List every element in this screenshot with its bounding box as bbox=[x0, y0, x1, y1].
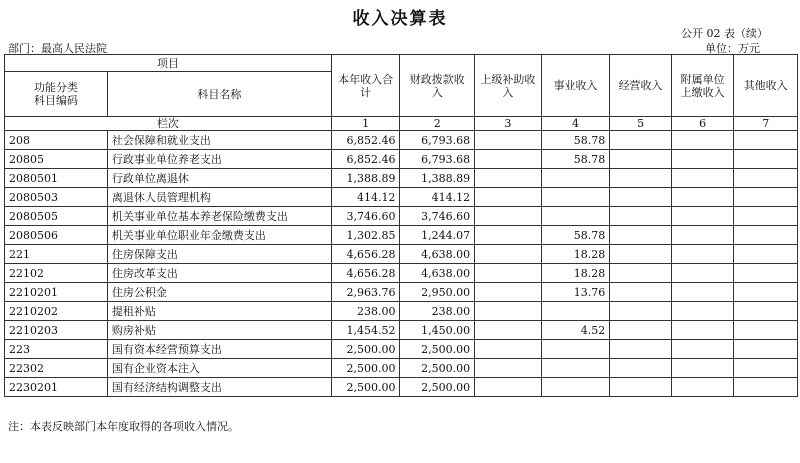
value-cell bbox=[610, 169, 672, 188]
column-number: 3 bbox=[475, 117, 542, 131]
subject-code: 223 bbox=[5, 340, 108, 359]
value-cell: 18.28 bbox=[541, 245, 610, 264]
value-cell bbox=[734, 188, 798, 207]
value-cell: 2,500.00 bbox=[331, 340, 400, 359]
subject-code: 2080506 bbox=[5, 226, 108, 245]
value-cell bbox=[671, 150, 734, 169]
value-cell: 6,793.68 bbox=[400, 150, 475, 169]
value-cell: 3,746.60 bbox=[331, 207, 400, 226]
value-cell bbox=[610, 150, 672, 169]
value-cell: 414.12 bbox=[400, 188, 475, 207]
subject-code: 2080505 bbox=[5, 207, 108, 226]
value-cell bbox=[541, 188, 610, 207]
value-cell bbox=[610, 359, 672, 378]
value-cell bbox=[671, 264, 734, 283]
value-cell bbox=[541, 207, 610, 226]
value-cell bbox=[671, 302, 734, 321]
value-cell bbox=[541, 169, 610, 188]
value-cell: 4,656.28 bbox=[331, 245, 400, 264]
value-cell: 6,852.46 bbox=[331, 131, 400, 150]
report-title: 收入决算表 bbox=[352, 9, 448, 29]
value-cell bbox=[734, 131, 798, 150]
value-cell bbox=[734, 207, 798, 226]
footnote: 注：本表反映部门本年度取得的各项收入情况。 bbox=[8, 420, 239, 433]
value-cell bbox=[734, 302, 798, 321]
subject-name: 机关事业单位基本养老保险缴费支出 bbox=[107, 207, 331, 226]
value-cell bbox=[671, 321, 734, 340]
value-cell bbox=[671, 207, 734, 226]
form-number: 公开 02 表（续） bbox=[681, 27, 768, 40]
header-col-7: 其他收入 bbox=[734, 55, 798, 117]
value-cell: 1,450.00 bbox=[400, 321, 475, 340]
column-number: 2 bbox=[400, 117, 475, 131]
subject-name: 离退休人员管理机构 bbox=[107, 188, 331, 207]
table-body bbox=[5, 131, 798, 397]
value-cell bbox=[671, 245, 734, 264]
value-cell bbox=[734, 378, 798, 397]
header-subject-name: 科目名称 bbox=[107, 72, 331, 117]
value-cell: 2,963.76 bbox=[331, 283, 400, 302]
table-row bbox=[5, 264, 798, 283]
value-cell: 2,500.00 bbox=[400, 359, 475, 378]
table-row bbox=[5, 378, 798, 397]
value-cell: 1,244.07 bbox=[400, 226, 475, 245]
subject-name: 住房保障支出 bbox=[107, 245, 331, 264]
column-number: 6 bbox=[671, 117, 734, 131]
subject-name: 机关事业单位职业年金缴费支出 bbox=[107, 226, 331, 245]
value-cell: 6,793.68 bbox=[400, 131, 475, 150]
value-cell bbox=[475, 302, 542, 321]
value-cell bbox=[475, 264, 542, 283]
subject-code: 2080503 bbox=[5, 188, 108, 207]
value-cell: 238.00 bbox=[400, 302, 475, 321]
value-cell bbox=[671, 378, 734, 397]
header-col-4: 事业收入 bbox=[541, 55, 610, 117]
value-cell bbox=[610, 188, 672, 207]
value-cell: 2,500.00 bbox=[331, 359, 400, 378]
subject-name: 行政事业单位养老支出 bbox=[107, 150, 331, 169]
value-cell bbox=[734, 340, 798, 359]
value-cell bbox=[734, 150, 798, 169]
value-cell bbox=[671, 283, 734, 302]
header-col-3: 上级补助收入 bbox=[475, 55, 542, 117]
value-cell: 3,746.60 bbox=[400, 207, 475, 226]
table-row bbox=[5, 283, 798, 302]
value-cell bbox=[671, 188, 734, 207]
value-cell: 58.78 bbox=[541, 226, 610, 245]
table-row bbox=[5, 150, 798, 169]
subject-code: 2080501 bbox=[5, 169, 108, 188]
subject-code: 20805 bbox=[5, 150, 108, 169]
value-cell bbox=[541, 378, 610, 397]
table-row bbox=[5, 226, 798, 245]
table-row bbox=[5, 245, 798, 264]
subject-name: 购房补贴 bbox=[107, 321, 331, 340]
value-cell bbox=[475, 321, 542, 340]
header-func-code: 功能分类 科目编码 bbox=[5, 72, 108, 117]
value-cell: 2,950.00 bbox=[400, 283, 475, 302]
value-cell bbox=[734, 169, 798, 188]
table-row bbox=[5, 302, 798, 321]
header-row-label: 栏次 bbox=[5, 117, 332, 131]
income-table bbox=[4, 54, 798, 397]
value-cell bbox=[541, 340, 610, 359]
value-cell: 4,656.28 bbox=[331, 264, 400, 283]
value-cell bbox=[475, 131, 542, 150]
value-cell bbox=[541, 302, 610, 321]
value-cell: 1,388.89 bbox=[331, 169, 400, 188]
value-cell bbox=[671, 169, 734, 188]
value-cell bbox=[610, 321, 672, 340]
value-cell: 4,638.00 bbox=[400, 245, 475, 264]
value-cell bbox=[475, 150, 542, 169]
header-col-1: 本年收入合计 bbox=[331, 55, 400, 117]
value-cell bbox=[734, 245, 798, 264]
header-col-5: 经营收入 bbox=[610, 55, 672, 117]
value-cell bbox=[610, 226, 672, 245]
value-cell: 1,302.85 bbox=[331, 226, 400, 245]
unit-label: 单位：万元 bbox=[705, 42, 760, 55]
value-cell: 238.00 bbox=[331, 302, 400, 321]
subject-code: 221 bbox=[5, 245, 108, 264]
subject-name: 国有经济结构调整支出 bbox=[107, 378, 331, 397]
department-label: 部门：最高人民法院 bbox=[8, 42, 107, 55]
value-cell bbox=[734, 283, 798, 302]
table-row bbox=[5, 188, 798, 207]
value-cell bbox=[734, 321, 798, 340]
value-cell bbox=[610, 378, 672, 397]
value-cell: 2,500.00 bbox=[331, 378, 400, 397]
column-number: 4 bbox=[541, 117, 610, 131]
value-cell: 4,638.00 bbox=[400, 264, 475, 283]
value-cell bbox=[610, 302, 672, 321]
value-cell bbox=[610, 207, 672, 226]
value-cell bbox=[475, 283, 542, 302]
subject-name: 国有资本经营预算支出 bbox=[107, 340, 331, 359]
value-cell bbox=[734, 359, 798, 378]
value-cell bbox=[610, 245, 672, 264]
value-cell: 2,500.00 bbox=[400, 378, 475, 397]
subject-code: 2210201 bbox=[5, 283, 108, 302]
value-cell bbox=[671, 340, 734, 359]
subject-name: 国有企业资本注入 bbox=[107, 359, 331, 378]
subject-code: 208 bbox=[5, 131, 108, 150]
value-cell: 2,500.00 bbox=[400, 340, 475, 359]
column-number: 5 bbox=[610, 117, 672, 131]
subject-code: 2210202 bbox=[5, 302, 108, 321]
column-number: 7 bbox=[734, 117, 798, 131]
header-col-2: 财政拨款收入 bbox=[400, 55, 475, 117]
value-cell bbox=[475, 169, 542, 188]
subject-code: 2210203 bbox=[5, 321, 108, 340]
value-cell bbox=[475, 378, 542, 397]
column-number: 1 bbox=[331, 117, 400, 131]
value-cell: 58.78 bbox=[541, 150, 610, 169]
value-cell: 1,454.52 bbox=[331, 321, 400, 340]
subject-code: 22302 bbox=[5, 359, 108, 378]
subject-name: 社会保障和就业支出 bbox=[107, 131, 331, 150]
value-cell bbox=[475, 207, 542, 226]
value-cell: 58.78 bbox=[541, 131, 610, 150]
header-col-6: 附属单位上缴收入 bbox=[671, 55, 734, 117]
value-cell bbox=[610, 264, 672, 283]
value-cell bbox=[610, 283, 672, 302]
value-cell bbox=[541, 359, 610, 378]
value-cell: 414.12 bbox=[331, 188, 400, 207]
subject-name: 住房公积金 bbox=[107, 283, 331, 302]
value-cell bbox=[475, 340, 542, 359]
table-row bbox=[5, 131, 798, 150]
value-cell: 6,852.46 bbox=[331, 150, 400, 169]
value-cell bbox=[475, 359, 542, 378]
value-cell bbox=[610, 340, 672, 359]
subject-code: 2230201 bbox=[5, 378, 108, 397]
value-cell bbox=[475, 245, 542, 264]
value-cell bbox=[671, 359, 734, 378]
table-row bbox=[5, 359, 798, 378]
subject-code: 22102 bbox=[5, 264, 108, 283]
subject-name: 提租补贴 bbox=[107, 302, 331, 321]
value-cell: 4.52 bbox=[541, 321, 610, 340]
table-row bbox=[5, 321, 798, 340]
header-project: 项目 bbox=[5, 55, 332, 72]
value-cell bbox=[671, 131, 734, 150]
table-row bbox=[5, 207, 798, 226]
value-cell bbox=[610, 131, 672, 150]
table-row bbox=[5, 340, 798, 359]
value-cell bbox=[671, 226, 734, 245]
value-cell bbox=[475, 226, 542, 245]
value-cell: 13.76 bbox=[541, 283, 610, 302]
value-cell: 1,388.89 bbox=[400, 169, 475, 188]
value-cell bbox=[734, 226, 798, 245]
value-cell bbox=[734, 264, 798, 283]
value-cell bbox=[475, 188, 542, 207]
table-row bbox=[5, 169, 798, 188]
subject-name: 行政单位离退休 bbox=[107, 169, 331, 188]
subject-name: 住房改革支出 bbox=[107, 264, 331, 283]
value-cell: 18.28 bbox=[541, 264, 610, 283]
